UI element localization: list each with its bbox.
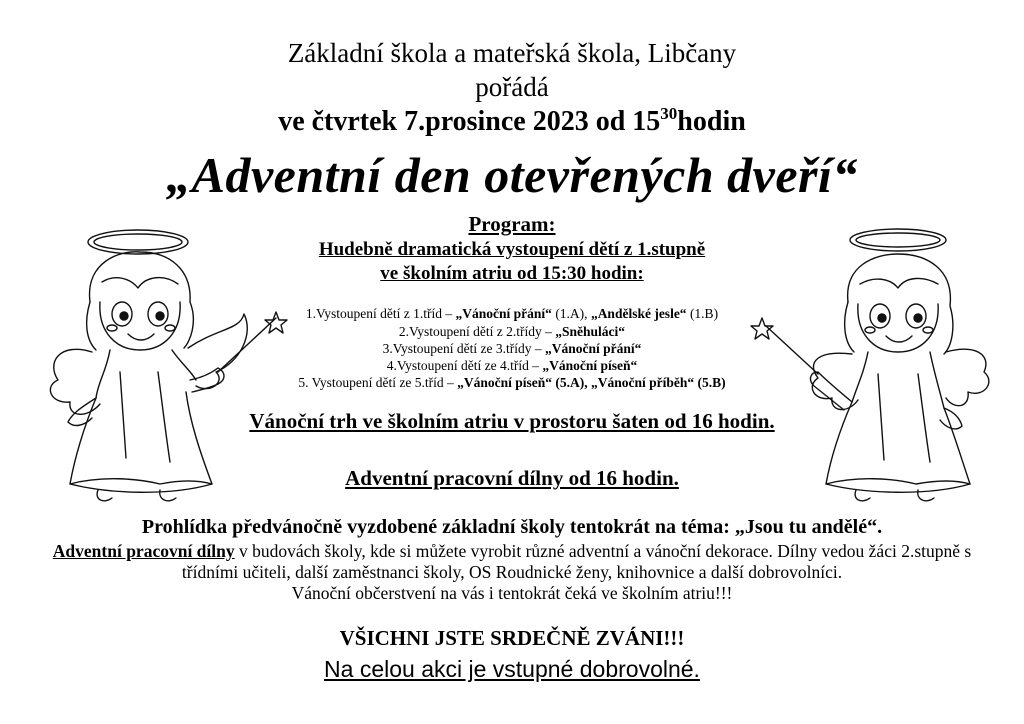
christmas-market: Vánoční trh ve školním atriu v prostoru šaten od 16 hodin. (249, 409, 775, 433)
school-tour: Prohlídka předvánočně vyzdobené základní školy tentokrát na téma: „Jsou tu andělé“. (141, 516, 883, 538)
angel-left-illustration (40, 222, 300, 512)
item-prefix: 3.Vystoupení dětí ze 3.třídy – (382, 341, 545, 356)
workshops-description: v budovách školy, kde si můžete vyrobit různé adventní a vánoční dekorace. Dílny vedou žáci 2.stupně s třídními učiteli, další zaměstnanci školy, OS Roudnické ženy, knihovnice a další dobrovolníci. (181, 541, 972, 582)
presents-line: pořádá (475, 72, 549, 102)
item-prefix: 4.Vystoupení dětí ze 4.tříd – (386, 358, 543, 373)
advent-workshops: Adventní pracovní dílny od 16 hodin. (345, 466, 679, 490)
item-performance: „Andělské jesle“ (590, 306, 687, 321)
item-performance: „Vánoční píseň“ (5.A), „Vánoční příběh“ (5.B) (457, 375, 726, 390)
item-prefix: 1.Vystoupení dětí z 1.tříd – (305, 306, 456, 321)
item-class: (1.A), (551, 306, 591, 321)
program-subtitle-1: Hudebně dramatická vystoupení dětí z 1.stupně (318, 239, 706, 260)
item-performance: „Vánoční přání“ (544, 341, 642, 356)
item-performance: „Sněhuláci“ (555, 324, 626, 339)
item-prefix: 2.Vystoupení dětí z 2.třídy – (398, 324, 556, 339)
admission-note: Na celou akci je vstupné dobrovolné. (324, 656, 700, 682)
program-subtitle-2: ve školním atriu od 15:30 hodin: (380, 263, 644, 284)
item-performance: „Vánoční píseň“ (542, 358, 638, 373)
workshops-paragraph (40, 541, 984, 604)
event-title: „Adventní den otevřených dveří“ (166, 147, 858, 203)
date-minutes: 30 (660, 104, 678, 123)
organizer-line: Základní škola a mateřská škola, Libčany (287, 38, 737, 68)
item-performance: „Vánoční přání“ (455, 306, 552, 321)
program-heading: Program: (468, 212, 556, 236)
invitation: VŠICHNI JSTE SRDEČNĚ ZVÁNI!!! (339, 626, 685, 650)
event-date (0, 106, 1024, 138)
item-prefix: 5. Vystoupení dětí ze 5.tříd – (298, 375, 458, 390)
angel-right-illustration (748, 222, 998, 512)
workshops-highlight: Adventní pracovní dílny (52, 541, 235, 561)
date-tail: hodin (677, 106, 746, 137)
date-main: ve čtvrtek 7.prosince 2023 od 15 (278, 106, 661, 137)
refreshment-note: Vánoční občerstvení na vás i tentokrát čeká ve školním atriu!!! (291, 583, 733, 603)
item-class: (1.B) (686, 306, 719, 321)
